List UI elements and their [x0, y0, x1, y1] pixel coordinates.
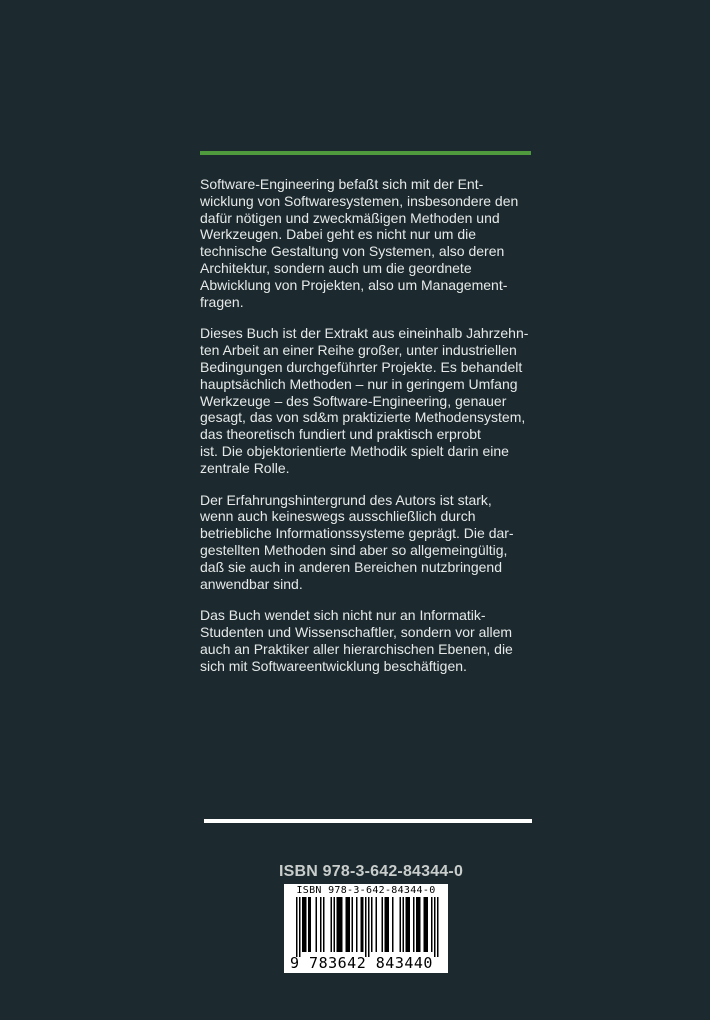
barcode-bar [361, 897, 363, 952]
text-line: Studenten und Wissenschaftler, sondern vor allem [200, 624, 513, 641]
barcode-bar [347, 897, 349, 952]
barcode-bar [356, 897, 358, 952]
barcode-digits: 9 783642 843440 [290, 954, 433, 972]
barcode-bar [376, 897, 378, 952]
barcode-bar [434, 897, 436, 957]
barcode-bar [424, 897, 426, 952]
barcode-bar [406, 897, 408, 952]
barcode-bar [299, 897, 301, 957]
text-line: fragen. [200, 293, 244, 310]
barcode-isbn-text: ISBN 978-3-642-84344-0 [296, 885, 436, 896]
barcode-bars [284, 897, 448, 957]
barcode-bar [302, 897, 304, 952]
text-line: wicklung von Softwaresystemen, insbesondere den [200, 192, 519, 209]
barcode-bar [371, 897, 373, 952]
blurb-text [200, 176, 535, 690]
barcode-bar [409, 897, 411, 952]
barcode-bar [386, 897, 388, 952]
text-line: Architektur, sondern auch um die geordnete [200, 259, 472, 276]
text-line: das theoretisch fundiert und praktisch erprobt [200, 426, 481, 443]
barcode-bar [310, 897, 312, 952]
barcode-bar [349, 897, 351, 952]
text-line: daß sie auch in anderen Bereichen nutzbringend [200, 558, 502, 575]
barcode-bar [304, 897, 306, 952]
text-line: ist. Die objektorientierte Methodik spielt darin eine [200, 442, 509, 459]
blurb-paragraph [200, 492, 535, 593]
text-line: Werkzeuge – des Software-Engineering, genauer [200, 392, 507, 409]
barcode-bar [385, 897, 387, 952]
barcode-bar [337, 897, 339, 952]
barcode-bar [320, 897, 322, 952]
barcode-bar [407, 897, 409, 952]
text-line: anwendbar sind. [200, 575, 303, 592]
barcode-bar [331, 897, 333, 952]
barcode-bar [362, 897, 364, 952]
isbn-barcode [284, 884, 448, 973]
barcode-bar [346, 897, 348, 952]
barcode-bar [341, 897, 343, 952]
barcode-bar [413, 897, 415, 952]
text-line: gesagt, das von sd&m praktizierte Methodensystem, [200, 409, 526, 426]
barcode-bar [334, 897, 336, 952]
blurb-paragraph [200, 176, 535, 310]
accent-rule [200, 151, 531, 155]
text-line: Das Buch wendet sich nicht nur an Informatik- [200, 607, 486, 624]
text-line: Dieses Buch ist der Extrakt aus eineinhalb Jahrzehn- [200, 325, 529, 342]
text-line: Werkzeugen. Dabei geht es nicht nur um die [200, 226, 477, 243]
text-line: sich mit Softwareentwicklung beschäftigen. [200, 657, 467, 674]
barcode-bar [437, 897, 439, 957]
barcode-bar [388, 897, 390, 952]
divider-rule [204, 819, 532, 823]
barcode-bar [323, 897, 325, 952]
blurb-paragraph [200, 325, 535, 476]
barcode-bar [419, 897, 421, 952]
barcode-bar [340, 897, 342, 952]
text-line: Abwicklung von Projekten, also um Management- [200, 276, 508, 293]
text-line: Der Erfahrungshintergrund des Autors ist stark, [200, 491, 492, 508]
barcode-bar [368, 897, 370, 957]
text-line: technische Gestaltung von Systemen, also deren [200, 243, 505, 260]
barcode-bar [338, 897, 340, 952]
text-line: Bedingungen durchgeführter Projekte. Es behandelt [200, 358, 523, 375]
barcode-bar [403, 897, 405, 952]
barcode-bar [296, 897, 298, 957]
barcode-bar [425, 897, 427, 952]
text-line: ten Arbeit an einer Reihe großer, unter industriellen [200, 342, 517, 359]
isbn-label: ISBN 978-3-642-84344-0 [279, 863, 464, 880]
text-line: betriebliche Informationssysteme geprägt. Die dar- [200, 525, 514, 542]
text-line: gestellten Methoden sind aber so allgemeingültig, [200, 541, 508, 558]
text-line: wenn auch keineswegs ausschließlich durch [200, 508, 476, 525]
text-line: Software-Engineering befaßt sich mit der Ent- [200, 176, 484, 192]
barcode-bar [416, 897, 418, 952]
barcode-bar [308, 897, 310, 952]
barcode-bar [352, 897, 354, 952]
barcode-bar [400, 897, 402, 952]
barcode-bar [392, 897, 394, 952]
barcode-bar [418, 897, 420, 952]
text-line: dafür nötigen und zweckmäßigen Methoden und [200, 209, 500, 226]
text-line: auch an Praktiker aller hierarchischen Ebenen, die [200, 640, 513, 657]
barcode-bar [431, 897, 433, 952]
barcode-bar [365, 897, 367, 957]
text-line: zentrale Rolle. [200, 459, 290, 476]
text-line: hauptsächlich Methoden – nur in geringem Umfang [200, 375, 518, 392]
barcode-bar [382, 897, 384, 952]
barcode-bar [427, 897, 429, 952]
barcode-bar [316, 897, 318, 952]
barcode-bar [305, 897, 307, 952]
blurb-paragraph [200, 607, 535, 674]
